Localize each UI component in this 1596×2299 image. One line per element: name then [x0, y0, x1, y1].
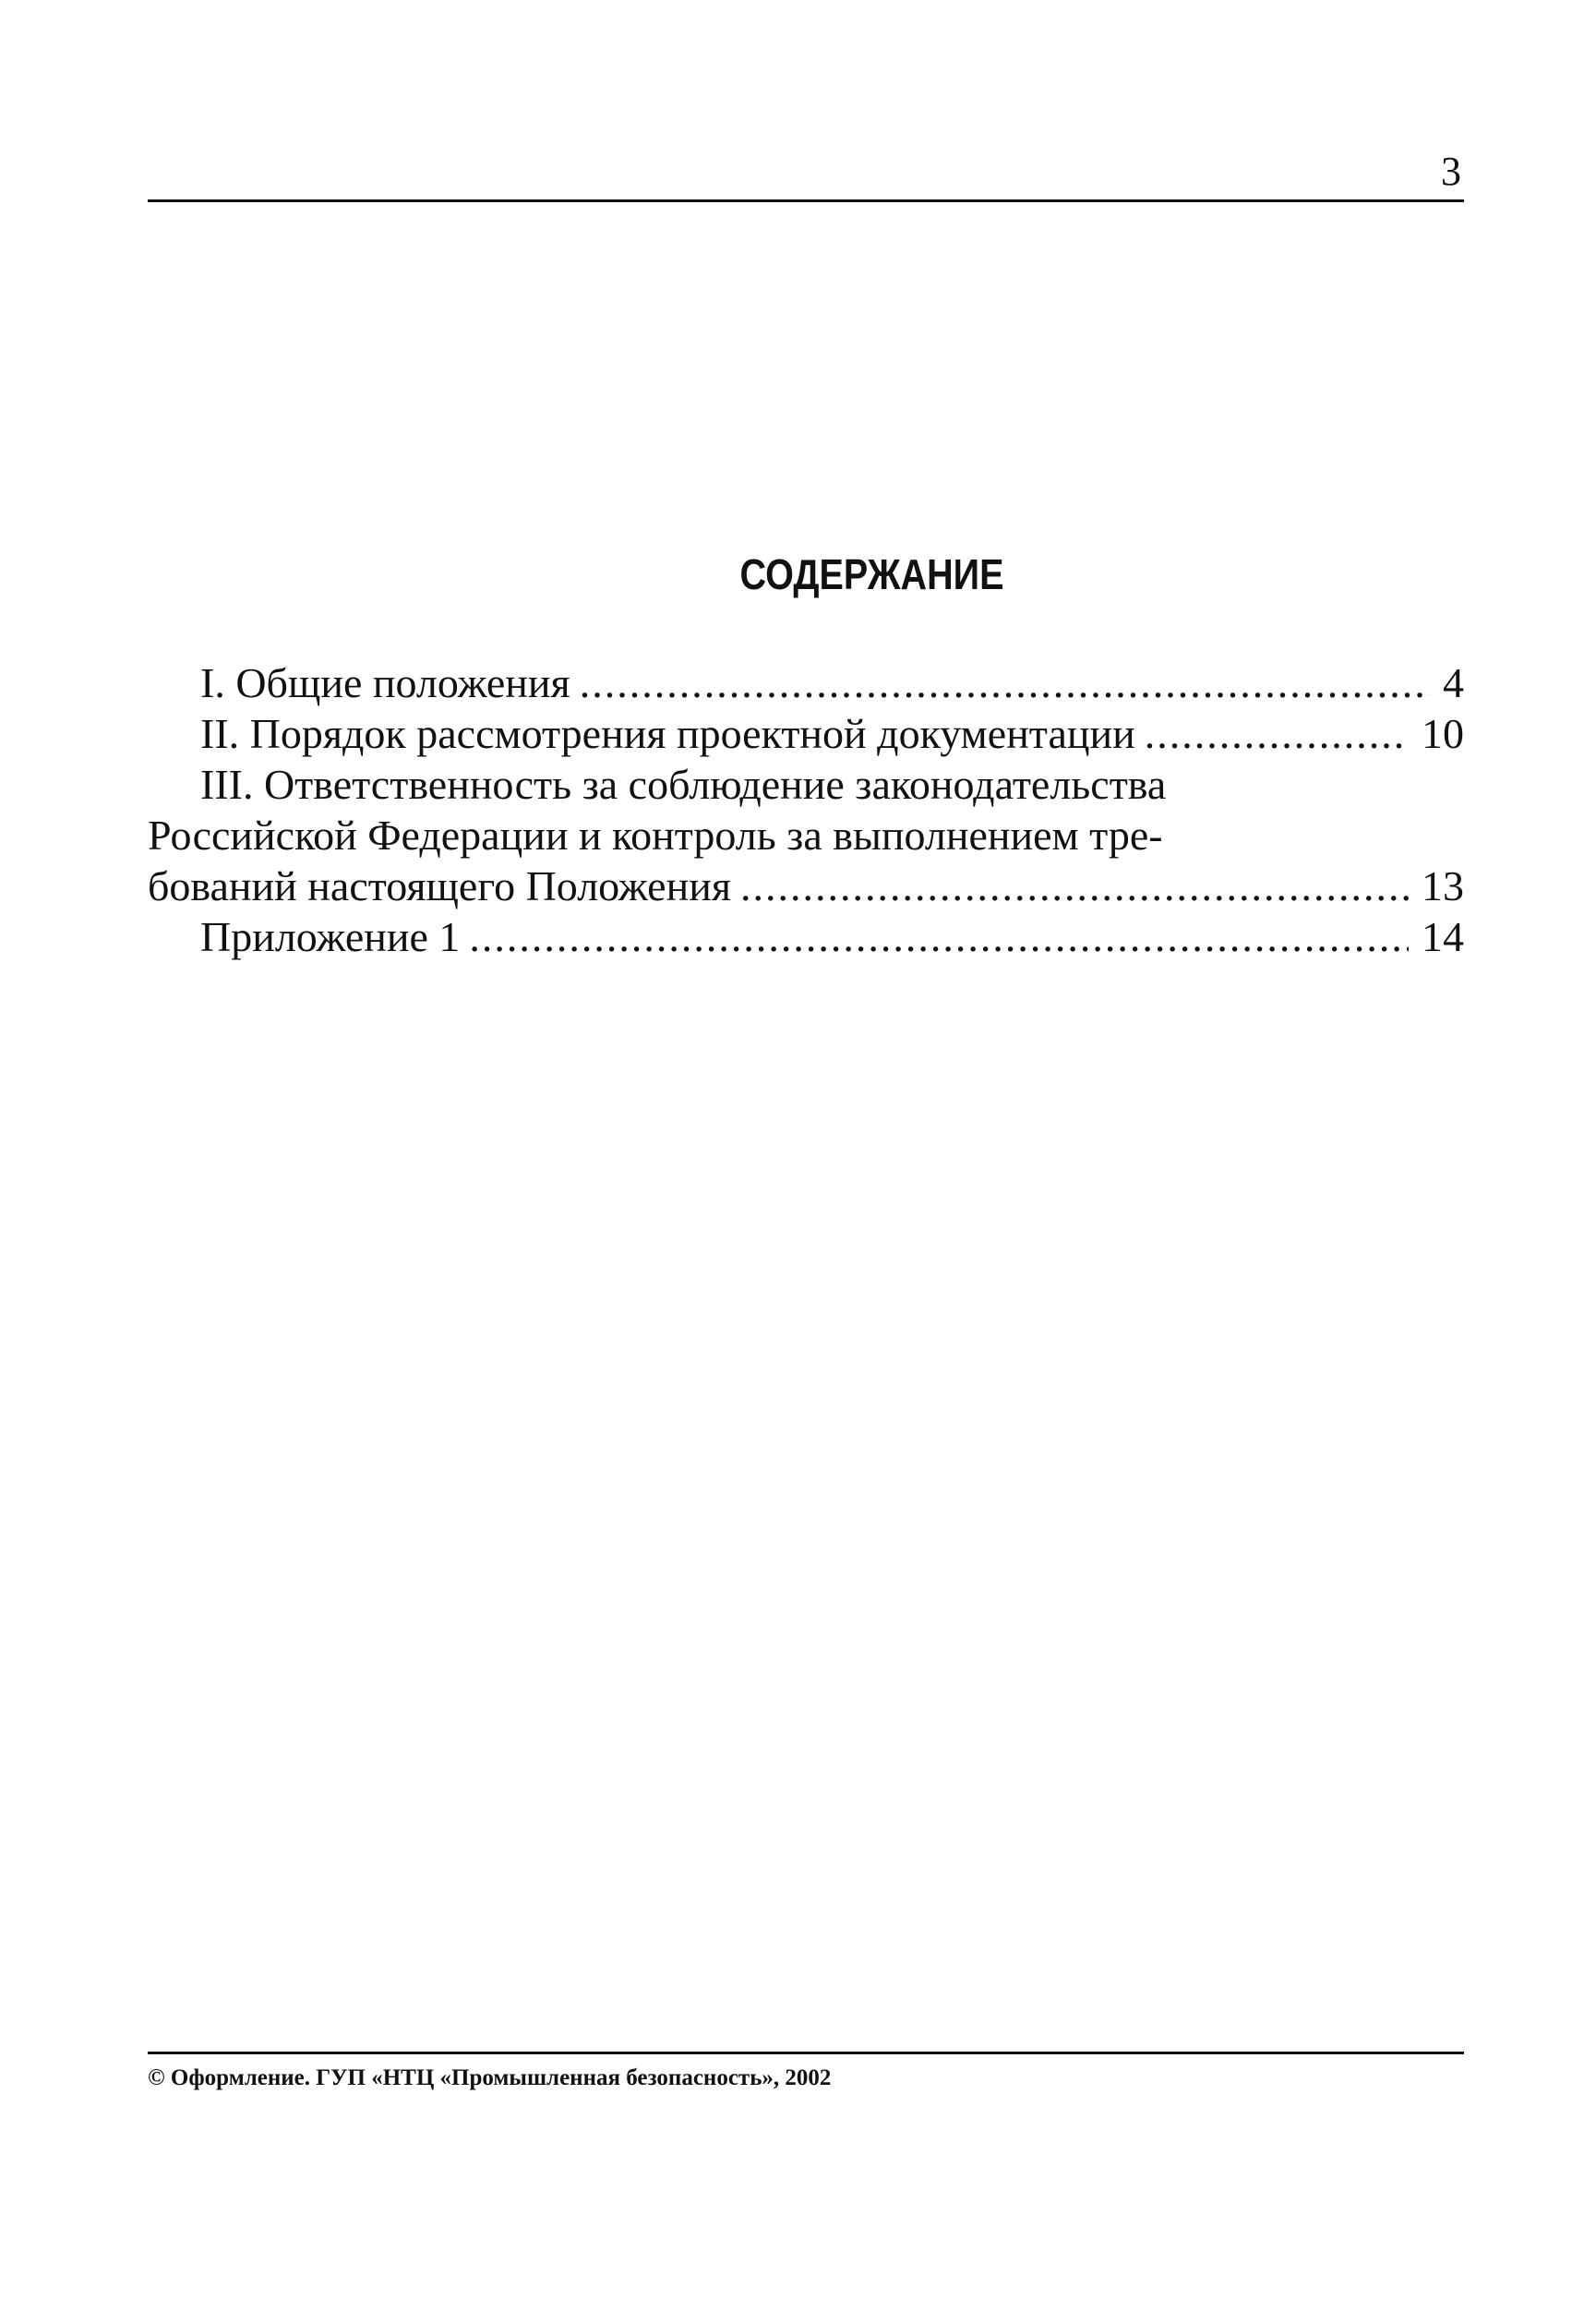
toc-entry-label: Приложение 1	[200, 913, 461, 960]
header-rule	[148, 199, 1464, 202]
toc-entry-line	[148, 810, 1464, 861]
toc-entry-page: 13	[1422, 862, 1464, 909]
toc-entry-responsibility[interactable]	[148, 759, 1464, 911]
footer-rule	[148, 2052, 1464, 2054]
page-number: 3	[1441, 149, 1461, 194]
copyright-footer: © Оформление. ГУП «НТЦ «Промышленная безопасность», 2002	[148, 2065, 832, 2090]
toc-entry-review-procedure[interactable]	[148, 708, 1464, 759]
toc-dot-leader	[469, 911, 1409, 962]
toc-entry-page: 4	[1443, 659, 1464, 706]
toc-entry-label: I. Общие положения	[200, 659, 570, 706]
toc-entry-label: II. Порядок рассмотрения проектной документации	[200, 710, 1135, 757]
toc-entry-line	[148, 861, 1464, 911]
toc-entry-page: 14	[1422, 913, 1464, 960]
toc-entry-label-line-2: Российской Федерации и контроль за выполнением тре-	[148, 812, 1163, 859]
toc-entry-label-line-3: бований настоящего Положения	[148, 862, 731, 909]
toc-entry-line	[148, 759, 1464, 810]
table-of-contents	[148, 657, 1464, 962]
toc-entry-appendix-1[interactable]	[148, 911, 1464, 962]
toc-entry-general-provisions[interactable]	[148, 657, 1464, 708]
toc-dot-leader	[580, 657, 1430, 708]
toc-title: СОДЕРЖАНИЕ	[739, 550, 1004, 598]
toc-entry-label-line-1: III. Ответственность за соблюдение законодательства	[200, 761, 1167, 808]
toc-dot-leader	[740, 861, 1409, 911]
toc-dot-leader	[1145, 708, 1409, 759]
toc-entry-page: 10	[1422, 710, 1464, 757]
